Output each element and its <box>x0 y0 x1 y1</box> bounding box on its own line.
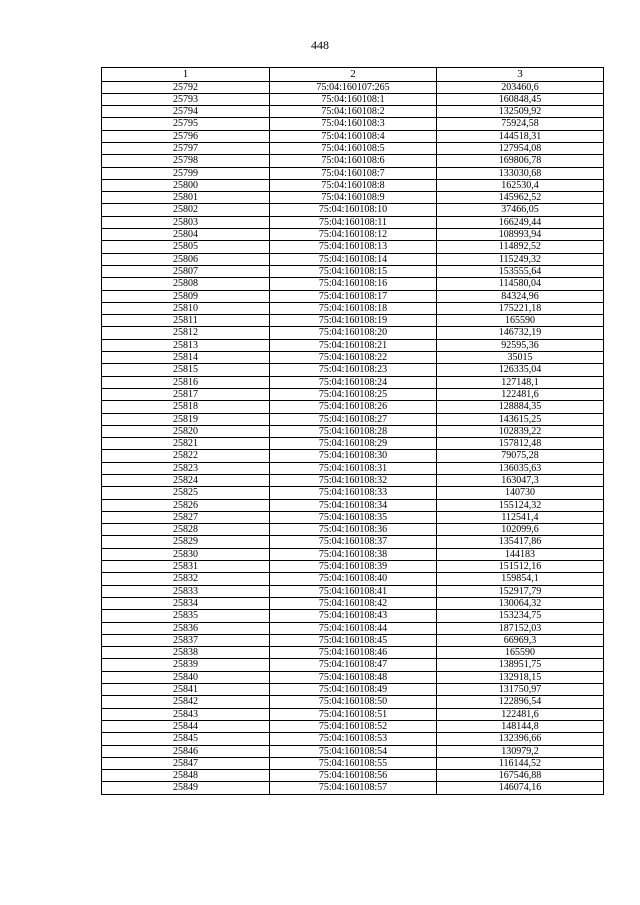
row-number-cell: 25834 <box>102 597 270 609</box>
row-number-cell: 25846 <box>102 745 270 757</box>
row-number-cell: 25809 <box>102 290 270 302</box>
table-row <box>102 597 604 609</box>
row-number-cell: 25827 <box>102 511 270 523</box>
row-number-cell: 25837 <box>102 634 270 646</box>
cadastral-number-cell: 75:04:160108:5 <box>270 142 437 154</box>
row-number-cell: 25816 <box>102 376 270 388</box>
table-row <box>102 622 604 634</box>
table-row <box>102 585 604 597</box>
row-number-cell: 25823 <box>102 462 270 474</box>
value-cell: 35015 <box>437 352 604 364</box>
cadastral-number-cell: 75:04:160108:2 <box>270 106 437 118</box>
table-row <box>102 81 604 93</box>
cadastral-number-cell: 75:04:160108:25 <box>270 388 437 400</box>
row-number-cell: 25796 <box>102 130 270 142</box>
table-row <box>102 696 604 708</box>
cadastral-number-cell: 75:04:160108:29 <box>270 438 437 450</box>
table-row <box>102 450 604 462</box>
cadastral-number-cell: 75:04:160108:12 <box>270 229 437 241</box>
value-cell: 153555,64 <box>437 265 604 277</box>
page-number: 448 <box>311 38 329 52</box>
table-row <box>102 524 604 536</box>
row-number-cell: 25810 <box>102 302 270 314</box>
cadastral-number-cell: 75:04:160108:23 <box>270 364 437 376</box>
table-row <box>102 290 604 302</box>
cadastral-number-cell: 75:04:160108:22 <box>270 352 437 364</box>
row-number-cell: 25817 <box>102 388 270 400</box>
cadastral-number-cell: 75:04:160108:47 <box>270 659 437 671</box>
value-cell: 75924,58 <box>437 118 604 130</box>
table-row <box>102 352 604 364</box>
value-cell: 116144,52 <box>437 757 604 769</box>
table-row <box>102 634 604 646</box>
cadastral-number-cell: 75:04:160108:36 <box>270 524 437 536</box>
table-row <box>102 364 604 376</box>
cadastral-number-cell: 75:04:160108:21 <box>270 339 437 351</box>
value-cell: 130064,32 <box>437 597 604 609</box>
cadastral-number-cell: 75:04:160107:265 <box>270 81 437 93</box>
cadastral-number-cell: 75:04:160108:6 <box>270 155 437 167</box>
table-row <box>102 499 604 511</box>
cadastral-number-cell: 75:04:160108:57 <box>270 782 437 794</box>
table-row <box>102 192 604 204</box>
value-cell: 132396,66 <box>437 733 604 745</box>
table-row <box>102 708 604 720</box>
value-cell: 131750,97 <box>437 684 604 696</box>
row-number-cell: 25795 <box>102 118 270 130</box>
value-cell: 165590 <box>437 315 604 327</box>
row-number-cell: 25847 <box>102 757 270 769</box>
value-cell: 92595,36 <box>437 339 604 351</box>
table-row <box>102 253 604 265</box>
table-row <box>102 179 604 191</box>
table-row <box>102 462 604 474</box>
cadastral-number-cell: 75:04:160108:16 <box>270 278 437 290</box>
cadastral-number-cell: 75:04:160108:43 <box>270 610 437 622</box>
table-row <box>102 130 604 142</box>
table-row <box>102 671 604 683</box>
table-row <box>102 241 604 253</box>
cadastral-number-cell: 75:04:160108:44 <box>270 622 437 634</box>
table-row <box>102 561 604 573</box>
table-row <box>102 770 604 782</box>
row-number-cell: 25811 <box>102 315 270 327</box>
value-cell: 108993,94 <box>437 229 604 241</box>
cadastral-number-cell: 75:04:160108:15 <box>270 265 437 277</box>
cadastral-number-cell: 75:04:160108:19 <box>270 315 437 327</box>
row-number-cell: 25835 <box>102 610 270 622</box>
column-header-2: 2 <box>270 68 437 82</box>
table-row <box>102 782 604 794</box>
table-row <box>102 142 604 154</box>
value-cell: 163047,3 <box>437 475 604 487</box>
row-number-cell: 25826 <box>102 499 270 511</box>
row-number-cell: 25828 <box>102 524 270 536</box>
data-table <box>101 67 604 795</box>
cadastral-number-cell: 75:04:160108:54 <box>270 745 437 757</box>
row-number-cell: 25815 <box>102 364 270 376</box>
value-cell: 187152,03 <box>437 622 604 634</box>
row-number-cell: 25829 <box>102 536 270 548</box>
value-cell: 115249,32 <box>437 253 604 265</box>
table-row <box>102 167 604 179</box>
row-number-cell: 25798 <box>102 155 270 167</box>
row-number-cell: 25832 <box>102 573 270 585</box>
table-row <box>102 315 604 327</box>
row-number-cell: 25805 <box>102 241 270 253</box>
table-row <box>102 118 604 130</box>
table-row <box>102 229 604 241</box>
table-header <box>102 68 604 82</box>
table-row <box>102 339 604 351</box>
row-number-cell: 25808 <box>102 278 270 290</box>
row-number-cell: 25844 <box>102 720 270 732</box>
value-cell: 114580,04 <box>437 278 604 290</box>
value-cell: 153234,75 <box>437 610 604 622</box>
cadastral-number-cell: 75:04:160108:3 <box>270 118 437 130</box>
cadastral-number-cell: 75:04:160108:24 <box>270 376 437 388</box>
row-number-cell: 25793 <box>102 93 270 105</box>
value-cell: 157812,48 <box>437 438 604 450</box>
cadastral-number-cell: 75:04:160108:48 <box>270 671 437 683</box>
table-row <box>102 659 604 671</box>
row-number-cell: 25840 <box>102 671 270 683</box>
cadastral-number-cell: 75:04:160108:39 <box>270 561 437 573</box>
value-cell: 138951,75 <box>437 659 604 671</box>
value-cell: 122481,6 <box>437 388 604 400</box>
row-number-cell: 25841 <box>102 684 270 696</box>
value-cell: 167546,88 <box>437 770 604 782</box>
column-header-1: 1 <box>102 68 270 82</box>
row-number-cell: 25820 <box>102 425 270 437</box>
cadastral-number-cell: 75:04:160108:14 <box>270 253 437 265</box>
value-cell: 162530,4 <box>437 179 604 191</box>
value-cell: 155124,32 <box>437 499 604 511</box>
table-row <box>102 376 604 388</box>
cadastral-number-cell: 75:04:160108:38 <box>270 548 437 560</box>
row-number-cell: 25833 <box>102 585 270 597</box>
cadastral-number-cell: 75:04:160108:9 <box>270 192 437 204</box>
value-cell: 122896,54 <box>437 696 604 708</box>
table-row <box>102 204 604 216</box>
value-cell: 122481,6 <box>437 708 604 720</box>
row-number-cell: 25802 <box>102 204 270 216</box>
value-cell: 66969,3 <box>437 634 604 646</box>
cadastral-number-cell: 75:04:160108:52 <box>270 720 437 732</box>
row-number-cell: 25821 <box>102 438 270 450</box>
table-row <box>102 487 604 499</box>
value-cell: 152917,79 <box>437 585 604 597</box>
table-row <box>102 425 604 437</box>
value-cell: 102839,22 <box>437 425 604 437</box>
value-cell: 166249,44 <box>437 216 604 228</box>
value-cell: 132918,15 <box>437 671 604 683</box>
row-number-cell: 25797 <box>102 142 270 154</box>
cadastral-number-cell: 75:04:160108:27 <box>270 413 437 425</box>
value-cell: 160848,45 <box>437 93 604 105</box>
row-number-cell: 25812 <box>102 327 270 339</box>
value-cell: 148144,8 <box>437 720 604 732</box>
cadastral-number-cell: 75:04:160108:34 <box>270 499 437 511</box>
cadastral-number-cell: 75:04:160108:45 <box>270 634 437 646</box>
table-row <box>102 548 604 560</box>
row-number-cell: 25800 <box>102 179 270 191</box>
cadastral-number-cell: 75:04:160108:31 <box>270 462 437 474</box>
row-number-cell: 25836 <box>102 622 270 634</box>
row-number-cell: 25807 <box>102 265 270 277</box>
cadastral-number-cell: 75:04:160108:49 <box>270 684 437 696</box>
cadastral-number-cell: 75:04:160108:53 <box>270 733 437 745</box>
row-number-cell: 25814 <box>102 352 270 364</box>
value-cell: 127954,08 <box>437 142 604 154</box>
value-cell: 37466,05 <box>437 204 604 216</box>
cadastral-number-cell: 75:04:160108:42 <box>270 597 437 609</box>
row-number-cell: 25799 <box>102 167 270 179</box>
table-row <box>102 106 604 118</box>
table-row <box>102 511 604 523</box>
row-number-cell: 25804 <box>102 229 270 241</box>
row-number-cell: 25849 <box>102 782 270 794</box>
value-cell: 102099,6 <box>437 524 604 536</box>
cadastral-number-cell: 75:04:160108:26 <box>270 401 437 413</box>
table-body <box>102 81 604 794</box>
value-cell: 127148,1 <box>437 376 604 388</box>
row-number-cell: 25822 <box>102 450 270 462</box>
cadastral-number-cell: 75:04:160108:40 <box>270 573 437 585</box>
row-number-cell: 25830 <box>102 548 270 560</box>
table-row <box>102 610 604 622</box>
table-row <box>102 413 604 425</box>
table-row <box>102 720 604 732</box>
row-number-cell: 25818 <box>102 401 270 413</box>
value-cell: 133030,68 <box>437 167 604 179</box>
value-cell: 114892,52 <box>437 241 604 253</box>
cadastral-number-cell: 75:04:160108:10 <box>270 204 437 216</box>
value-cell: 132509,92 <box>437 106 604 118</box>
cadastral-number-cell: 75:04:160108:33 <box>270 487 437 499</box>
cadastral-number-cell: 75:04:160108:56 <box>270 770 437 782</box>
table-row <box>102 647 604 659</box>
table-row <box>102 388 604 400</box>
table-row <box>102 265 604 277</box>
row-number-cell: 25831 <box>102 561 270 573</box>
cadastral-number-cell: 75:04:160108:35 <box>270 511 437 523</box>
cadastral-number-cell: 75:04:160108:55 <box>270 757 437 769</box>
value-cell: 175221,18 <box>437 302 604 314</box>
cadastral-number-cell: 75:04:160108:46 <box>270 647 437 659</box>
value-cell: 135417,86 <box>437 536 604 548</box>
value-cell: 151512,16 <box>437 561 604 573</box>
row-number-cell: 25825 <box>102 487 270 499</box>
table-row <box>102 745 604 757</box>
cadastral-number-cell: 75:04:160108:18 <box>270 302 437 314</box>
row-number-cell: 25838 <box>102 647 270 659</box>
row-number-cell: 25842 <box>102 696 270 708</box>
cadastral-number-cell: 75:04:160108:28 <box>270 425 437 437</box>
value-cell: 84324,96 <box>437 290 604 302</box>
cadastral-number-cell: 75:04:160108:51 <box>270 708 437 720</box>
table-row <box>102 684 604 696</box>
value-cell: 112541,4 <box>437 511 604 523</box>
value-cell: 144183 <box>437 548 604 560</box>
value-cell: 145962,52 <box>437 192 604 204</box>
row-number-cell: 25801 <box>102 192 270 204</box>
row-number-cell: 25794 <box>102 106 270 118</box>
table-row <box>102 302 604 314</box>
row-number-cell: 25806 <box>102 253 270 265</box>
value-cell: 136035,63 <box>437 462 604 474</box>
value-cell: 144518,31 <box>437 130 604 142</box>
cadastral-number-cell: 75:04:160108:8 <box>270 179 437 191</box>
value-cell: 159854,1 <box>437 573 604 585</box>
table-row <box>102 278 604 290</box>
cadastral-number-cell: 75:04:160108:7 <box>270 167 437 179</box>
table-row <box>102 475 604 487</box>
cadastral-number-cell: 75:04:160108:50 <box>270 696 437 708</box>
row-number-cell: 25803 <box>102 216 270 228</box>
table-row <box>102 93 604 105</box>
table-row <box>102 401 604 413</box>
cadastral-number-cell: 75:04:160108:13 <box>270 241 437 253</box>
value-cell: 203460,6 <box>437 81 604 93</box>
cadastral-number-cell: 75:04:160108:37 <box>270 536 437 548</box>
row-number-cell: 25824 <box>102 475 270 487</box>
row-number-cell: 25839 <box>102 659 270 671</box>
value-cell: 143615,25 <box>437 413 604 425</box>
header-row <box>102 68 604 82</box>
row-number-cell: 25843 <box>102 708 270 720</box>
table-row <box>102 757 604 769</box>
value-cell: 146732,19 <box>437 327 604 339</box>
cadastral-number-cell: 75:04:160108:20 <box>270 327 437 339</box>
row-number-cell: 25848 <box>102 770 270 782</box>
value-cell: 140730 <box>437 487 604 499</box>
column-header-3: 3 <box>437 68 604 82</box>
table-row <box>102 327 604 339</box>
row-number-cell: 25792 <box>102 81 270 93</box>
table-row <box>102 438 604 450</box>
value-cell: 169806,78 <box>437 155 604 167</box>
value-cell: 130979,2 <box>437 745 604 757</box>
cadastral-number-cell: 75:04:160108:11 <box>270 216 437 228</box>
table-row <box>102 733 604 745</box>
table-row <box>102 216 604 228</box>
row-number-cell: 25845 <box>102 733 270 745</box>
value-cell: 128884,35 <box>437 401 604 413</box>
table-row <box>102 155 604 167</box>
row-number-cell: 25819 <box>102 413 270 425</box>
cadastral-number-cell: 75:04:160108:17 <box>270 290 437 302</box>
value-cell: 126335,04 <box>437 364 604 376</box>
cadastral-number-cell: 75:04:160108:30 <box>270 450 437 462</box>
table-row <box>102 573 604 585</box>
cadastral-number-cell: 75:04:160108:1 <box>270 93 437 105</box>
cadastral-number-cell: 75:04:160108:32 <box>270 475 437 487</box>
table-row <box>102 536 604 548</box>
cadastral-number-cell: 75:04:160108:41 <box>270 585 437 597</box>
row-number-cell: 25813 <box>102 339 270 351</box>
value-cell: 165590 <box>437 647 604 659</box>
value-cell: 146074,16 <box>437 782 604 794</box>
value-cell: 79075,28 <box>437 450 604 462</box>
cadastral-number-cell: 75:04:160108:4 <box>270 130 437 142</box>
